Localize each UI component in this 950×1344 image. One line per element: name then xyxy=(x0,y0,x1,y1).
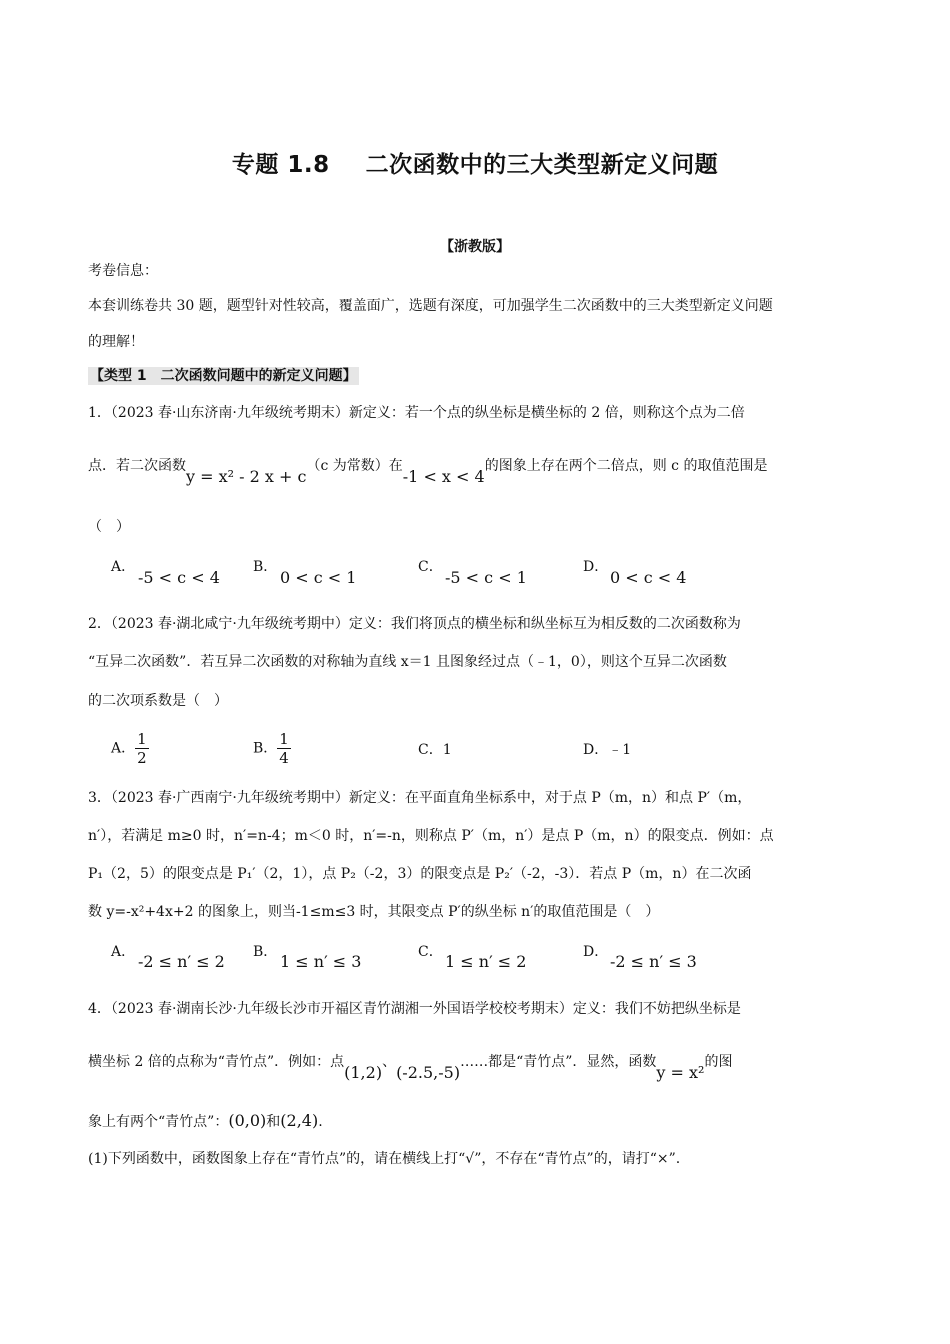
q1-option-a xyxy=(111,556,135,576)
q4-period: . xyxy=(318,1114,323,1130)
option-label: A． xyxy=(111,944,136,960)
q2-option-b-fraction xyxy=(277,730,291,767)
option-label: D． xyxy=(583,742,609,758)
section-1-label: 【类型 1 二次函数问题中的新定义问题】 xyxy=(90,368,357,384)
q3-option-c-value: 1 ≤ n′ ≤ 2 xyxy=(445,952,527,971)
q1-answer-paren: （ ） xyxy=(88,519,130,535)
q2-line-3: 的二次项系数是（ ） xyxy=(88,693,228,709)
q3-line-3: P₁（2，5）的限变点是 P₁′（2，1），点 P₂（-2，3）的限变点是 P₂′（-2，-3）．若点 P（m，n）在二次函 xyxy=(88,866,752,882)
numerator: 1 xyxy=(279,730,289,748)
section-heading-1 xyxy=(88,367,359,385)
option-value: ﹣1 xyxy=(608,742,632,758)
q3-option-b-value: 1 ≤ n′ ≤ 3 xyxy=(280,952,362,971)
q4-text-d: 象上有两个“青竹点”： xyxy=(88,1114,229,1130)
q4-text-b: ……都是“青竹点”．显然，函数 xyxy=(460,1054,657,1070)
option-label: C． xyxy=(418,742,443,758)
denominator: 2 xyxy=(137,749,147,767)
q1-range: -1 < x < 4 xyxy=(402,467,485,486)
q2-option-b xyxy=(253,730,291,767)
q4-line-3 xyxy=(88,1112,323,1131)
option-label: A． xyxy=(111,740,136,757)
q3-line-1: 3．（2023 春·广西南宁·九年级统考期中）新定义：在平面直角坐标系中，对于点 P（m，n）和点 P′（m， xyxy=(88,790,752,806)
option-label: C． xyxy=(418,944,443,960)
q3-option-d xyxy=(583,941,608,961)
q1-function: y = x² - 2 x + c xyxy=(186,467,307,486)
option-value: 1 xyxy=(442,742,452,758)
option-label: B． xyxy=(253,944,278,960)
title-prefix: 专题 1.8 xyxy=(231,152,330,178)
q1-text-c: 的图象上存在两个二倍点，则 c 的取值范围是 xyxy=(484,458,768,474)
denominator: 4 xyxy=(279,749,289,767)
numerator: 1 xyxy=(137,730,147,748)
q3-option-c xyxy=(418,941,443,961)
q4-and: 和 xyxy=(266,1114,281,1130)
q1-text-a: 点．若二次函数 xyxy=(88,458,186,474)
q3-option-a-value: -2 ≤ n′ ≤ 2 xyxy=(138,952,225,971)
q3-option-d-value: -2 ≤ n′ ≤ 3 xyxy=(610,952,697,971)
q1-line-2 xyxy=(88,456,768,486)
q2-option-d xyxy=(583,739,631,759)
page-title xyxy=(0,146,950,179)
q2-option-a-fraction xyxy=(135,730,149,767)
q1-text-b: （c 为常数）在 xyxy=(306,458,403,474)
q4-point-1: (1,2) xyxy=(344,1063,383,1082)
q4-separator: 、 xyxy=(382,1054,397,1070)
option-label: D． xyxy=(583,944,609,960)
edition-label: 【浙教版】 xyxy=(440,239,510,255)
q4-function: y = x² xyxy=(656,1063,705,1082)
option-label: A． xyxy=(111,559,136,575)
q4-line-4: (1)下列函数中，函数图象上存在“青竹点”的，请在横线上打“√”，不存在“青竹点”的，请打“×”. xyxy=(88,1151,681,1167)
q3-option-b xyxy=(253,941,277,961)
q4-text-a: 横坐标 2 倍的点称为“青竹点”．例如：点 xyxy=(88,1054,345,1070)
intro-line-2: 的理解！ xyxy=(88,334,144,350)
q1-option-a-value: -5 < c < 4 xyxy=(138,568,220,587)
q3-line-4: 数 y=-x²+4x+2 的图象上，则当-1≤m≤3 时，其限变点 P′的纵坐标 n′的取值范围是（ ） xyxy=(88,904,660,920)
q2-option-c xyxy=(418,739,452,759)
q1-option-c xyxy=(418,556,443,576)
q2-line-1: 2．（2023 春·湖北咸宁·九年级统考期中）定义：我们将顶点的横坐标和纵坐标互为相反数的二次函数称为 xyxy=(88,616,741,632)
q1-line-1: 1．（2023 春·山东济南·九年级统考期末）新定义：若一个点的纵坐标是横坐标的 2 倍，则称这个点为二倍 xyxy=(88,405,745,421)
q4-point-2-4: (2,4) xyxy=(280,1111,319,1130)
q4-point-origin: (0,0) xyxy=(228,1111,267,1130)
q4-line-1: 4．（2023 春·湖南长沙·九年级长沙市开福区青竹湖湘一外国语学校校考期末）定义：我们不妨把纵坐标是 xyxy=(88,1001,741,1017)
q4-text-c: 的图 xyxy=(704,1054,733,1070)
option-label: C． xyxy=(418,559,443,575)
q1-option-b-value: 0 < c < 1 xyxy=(280,568,357,587)
option-label: B． xyxy=(253,559,278,575)
q1-option-d-value: 0 < c < 4 xyxy=(610,568,687,587)
option-label: B． xyxy=(253,740,278,757)
title-main: 二次函数中的三大类型新定义问题 xyxy=(365,152,719,178)
exam-info-label: 考卷信息： xyxy=(88,263,158,279)
q1-option-d xyxy=(583,556,608,576)
q2-option-a xyxy=(111,730,149,767)
q1-option-b xyxy=(253,556,277,576)
intro-line-1: 本套训练卷共 30 题，题型针对性较高，覆盖面广，选题有深度，可加强学生二次函数中的三大类型新定义问题 xyxy=(88,298,773,314)
q4-point-2: (-2.5,-5) xyxy=(396,1063,461,1082)
q2-line-2: “互异二次函数”．若互异二次函数的对称轴为直线 x＝1 且图象经过点（﹣1，0），则这个互异二次函数 xyxy=(88,654,727,670)
option-label: D． xyxy=(583,559,609,575)
q3-line-2: n′），若满足 m≥0 时，n′=n-4；m＜0 时，n′=-n，则称点 P′（m，n′）是点 P（m，n）的限变点．例如：点 xyxy=(88,828,774,844)
q4-line-2 xyxy=(88,1052,733,1082)
q3-option-a xyxy=(111,941,135,961)
q1-option-c-value: -5 < c < 1 xyxy=(445,568,527,587)
